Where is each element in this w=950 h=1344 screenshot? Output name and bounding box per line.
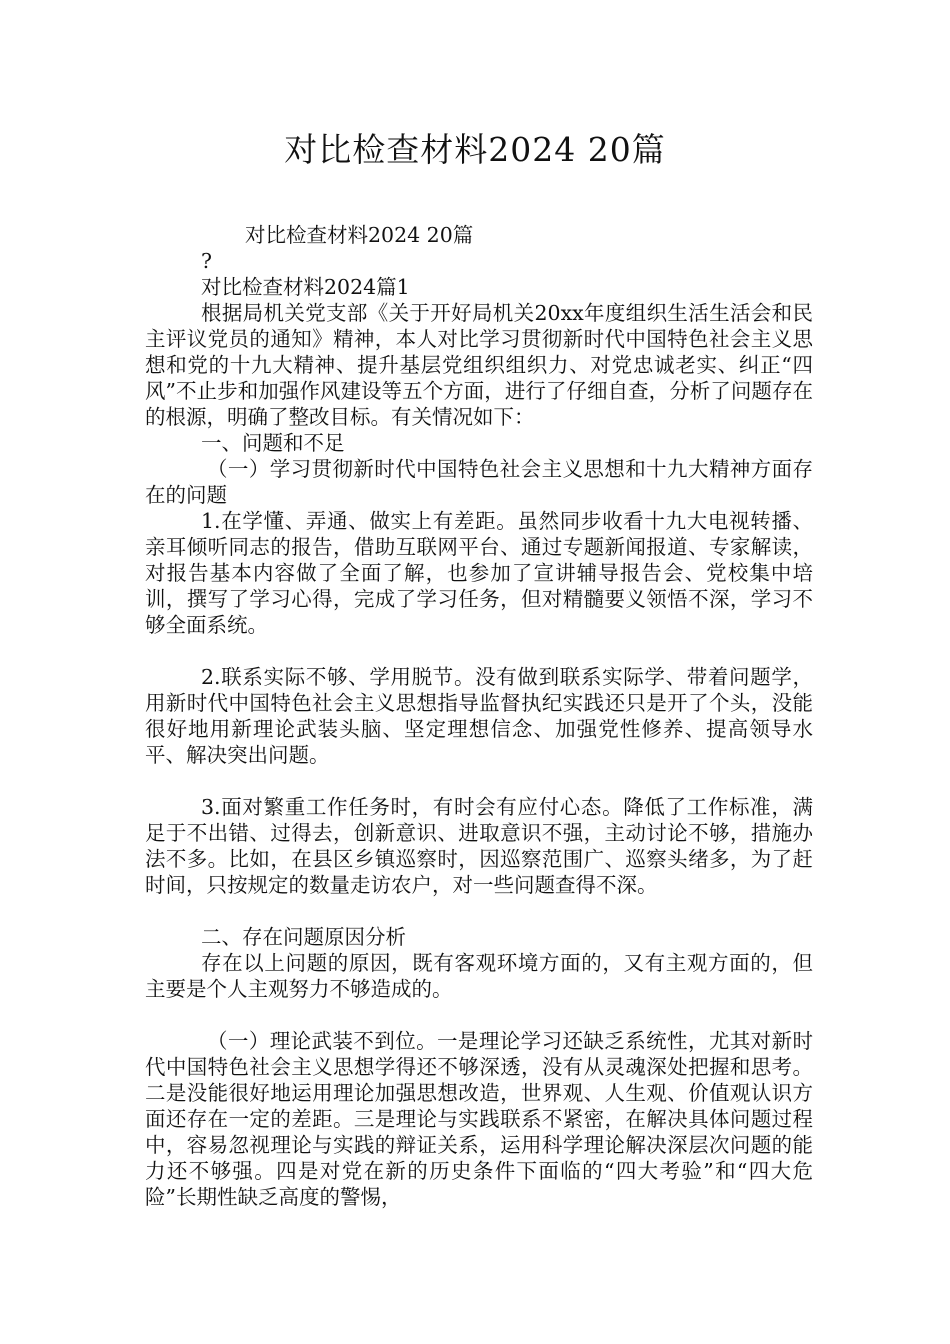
paragraph-intro: 根据局机关党支部《关于开好局机关20xx年度组织生活生活会和民主评议党员的通知》精神，本人对比学习贯彻新时代中国特色社会主义思想和党的十九大精神、提升基层党组织组织力、对党忠诚老实、纠正“四风”不止步和加强作风建设等五个方面，进行了仔细自查，分析了问题存在的根源，明确了整改目标。有关情况如下：	[145, 301, 813, 429]
question-mark: ?	[201, 249, 212, 273]
paragraph-item-1: 1.在学懂、弄通、做实上有差距。虽然同步收看十九大电视转播、亲耳倾听同志的报告，借助互联网平台、通过专题新闻报道、专家解读，对报告基本内容做了全面了解，也参加了宣讲辅导报告会、党校集中培训，撰写了学习心得，完成了学习任务，但对精髓要义领悟不深，学习不够全面系统。	[145, 509, 813, 637]
document-subtitle: 对比检查材料2024 20篇	[245, 223, 474, 247]
subheading-study-problems: （一）学习贯彻新时代中国特色社会主义思想和十九大精神方面存在的问题	[145, 457, 813, 507]
paragraph-gap	[145, 898, 813, 924]
paragraph-theory: （一）理论武装不到位。一是理论学习还缺乏系统性，尤其对新时代中国特色社会主义思想学得还不够深透，没有从灵魂深处把握和思考。二是没能很好地运用理论加强思想改造，世界观、人生观、价值观认识方面还存在一定的差距。三是理论与实践联系不紧密，在解决具体问题过程中，容易忽视理论与实践的辩证关系，运用科学理论解决深层次问题的能力还不够强。四是对党在新的历史条件下面临的“四大考验”和“四大危险”长期性缺乏高度的警惕，	[145, 1029, 813, 1209]
paragraph-gap	[145, 638, 813, 664]
paragraph-cause-intro: 存在以上问题的原因，既有客观环境方面的，又有主观方面的，但主要是个人主观努力不够造成的。	[145, 951, 813, 1001]
heading-problems: 一、问题和不足	[201, 431, 345, 455]
document-title: 对比检查材料2024 20篇	[284, 130, 666, 169]
paragraph-item-2: 2.联系实际不够、学用脱节。没有做到联系实际学、带着问题学，用新时代中国特色社会主义思想指导监督执纪实践还只是开了个头，没能很好地用新理论武装头脑、坚定理想信念、加强党性修养、提高领导水平、解决突出问题。	[145, 665, 813, 767]
paragraph-item-3: 3.面对繁重工作任务时，有时会有应付心态。降低了工作标准，满足于不出错、过得去，创新意识、进取意识不强，主动讨论不够，措施办法不多。比如，在县区乡镇巡察时，因巡察范围广、巡察头绪多，为了赶时间，只按规定的数量走访农户，对一些问题查得不深。	[145, 795, 813, 897]
section-heading: 对比检查材料2024篇1	[201, 275, 410, 299]
document-body	[145, 222, 813, 1210]
heading-cause-analysis: 二、存在问题原因分析	[201, 925, 406, 949]
paragraph-gap	[145, 1002, 813, 1028]
paragraph-gap	[145, 768, 813, 794]
